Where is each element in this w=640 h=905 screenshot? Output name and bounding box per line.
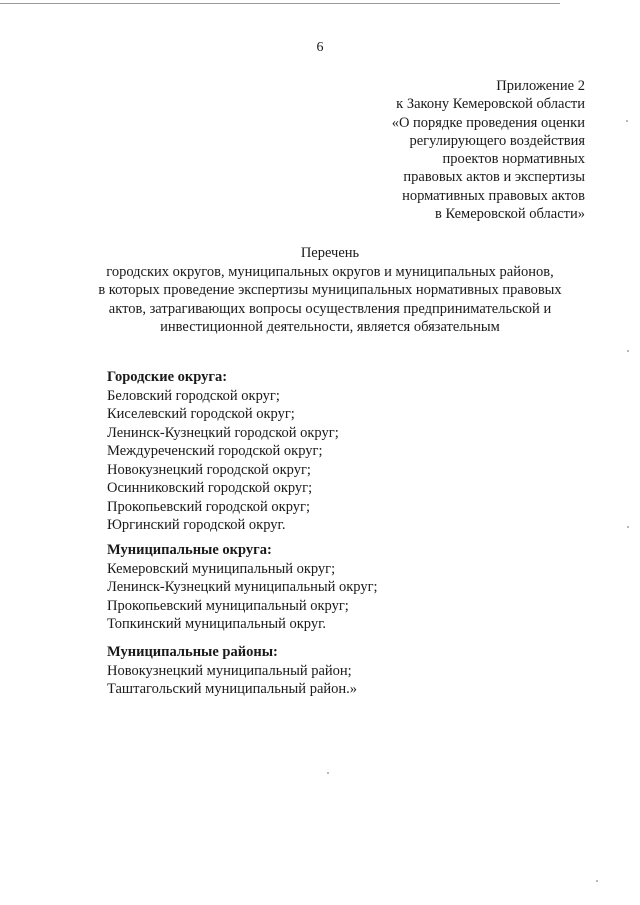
section-municipal-districts	[107, 541, 527, 634]
title-line: актов, затрагивающих вопросы осуществления предпринимательской и	[108, 300, 552, 317]
title-line: городских округов, муниципальных округов и муниципальных районов,	[106, 263, 554, 280]
list-item: Междуреченский городской округ;	[107, 443, 323, 459]
list-item: Таштагольский муниципальный район.»	[107, 681, 358, 697]
title-line: инвестиционной деятельности, является обязательным	[160, 319, 500, 336]
list-item: Новокузнецкий городской округ;	[107, 461, 311, 478]
title-heading: Перечень	[300, 245, 360, 261]
section-city-districts	[107, 368, 527, 535]
page-number: 6	[316, 40, 324, 55]
list-item: Беловский городской округ;	[107, 387, 280, 404]
list-item: Ленинск-Кузнецкий муниципальный округ;	[107, 579, 378, 595]
list-item: Кемеровский муниципальный округ;	[107, 560, 336, 577]
list-item: Прокопьевский муниципальный округ;	[107, 597, 349, 614]
list-item: Ленинск-Кузнецкий городской округ;	[107, 424, 339, 441]
scan-speck	[626, 120, 628, 122]
section-heading: Муниципальные районы:	[107, 644, 278, 660]
section-heading: Муниципальные округа:	[107, 542, 272, 558]
appendix-line: регулирующего воздействия	[409, 132, 585, 149]
scan-speck	[627, 526, 629, 528]
list-item: Юргинский городской округ.	[107, 517, 286, 533]
appendix-header	[265, 77, 585, 223]
list-item: Топкинский муниципальный округ.	[107, 616, 327, 632]
appendix-line: Приложение 2	[496, 78, 585, 94]
scan-speck	[627, 350, 629, 352]
appendix-line: в Кемеровской области»	[435, 206, 585, 223]
section-municipal-regions	[107, 643, 527, 699]
title-line: в которых проведение экспертизы муниципальных нормативных правовых	[98, 282, 562, 299]
document-title	[80, 244, 580, 337]
list-item: Осинниковский городской округ;	[107, 480, 313, 496]
appendix-line: нормативных правовых актов	[402, 187, 585, 204]
list-item: Киселевский городской округ;	[107, 406, 295, 422]
appendix-line: проектов нормативных	[442, 151, 585, 168]
scan-edge-line	[0, 3, 560, 4]
appendix-line: «О порядке проведения оценки	[391, 114, 585, 131]
appendix-line: к Закону Кемеровской области	[396, 96, 585, 113]
scan-speck	[596, 880, 598, 882]
section-heading: Городские округа:	[107, 369, 228, 385]
appendix-line: правовых актов и экспертизы	[403, 169, 585, 186]
list-item: Новокузнецкий муниципальный район;	[107, 662, 352, 679]
scan-speck	[327, 772, 329, 774]
list-item: Прокопьевский городской округ;	[107, 498, 310, 515]
